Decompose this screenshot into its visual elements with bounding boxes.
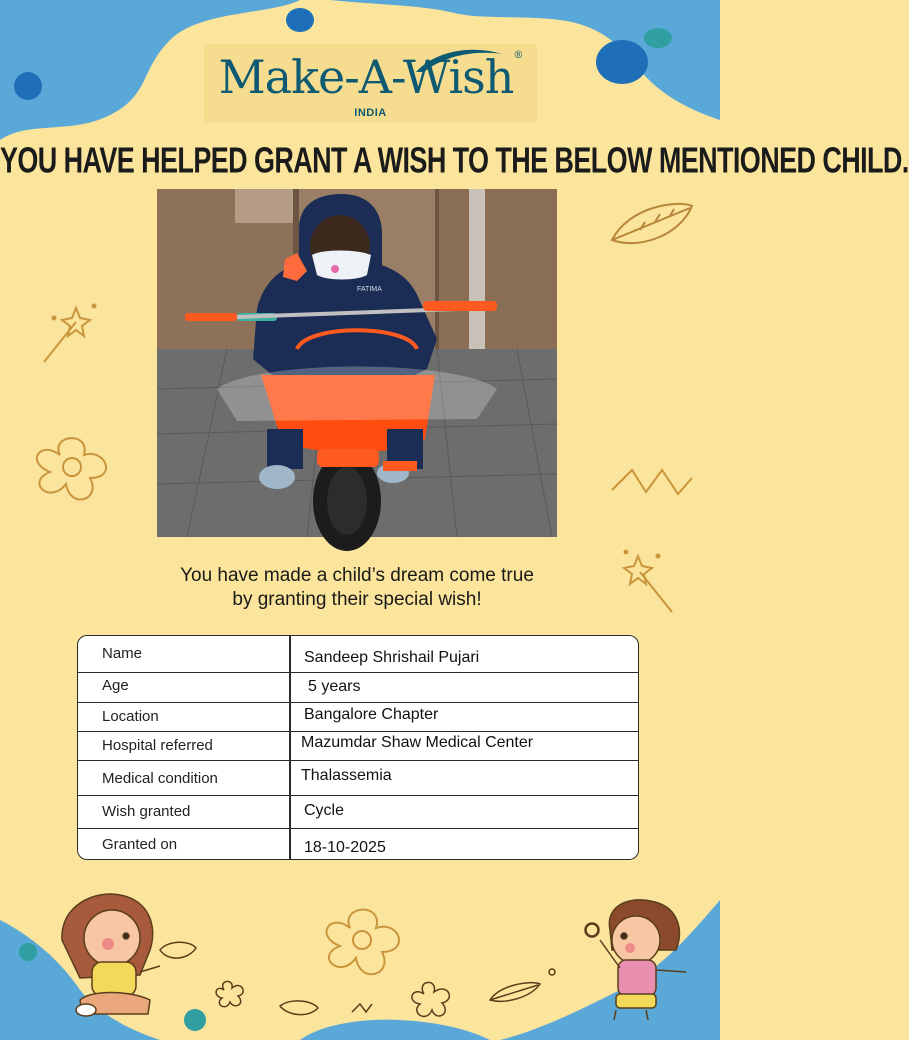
- row-label-hospital: Hospital referred: [102, 737, 213, 754]
- table-row: [78, 828, 638, 861]
- jacket-text: FATIMA: [357, 286, 382, 293]
- small-flower-icon: [216, 981, 243, 1006]
- leaf-icon-bottom: [160, 942, 540, 1014]
- row-value-name: Sandeep Shrishail Pujari: [304, 649, 480, 666]
- small-flower-icon-2: [412, 982, 449, 1016]
- row-value-granted-on: 18-10-2025: [304, 839, 386, 856]
- row-value-wish: Cycle: [304, 802, 345, 819]
- logo-wordmark: Make-A-Wish®: [218, 50, 523, 104]
- wish-details-table: [77, 635, 639, 860]
- table-row: [78, 702, 638, 731]
- row-label-granted-on: Granted on: [102, 836, 178, 853]
- top-left-dot: [14, 72, 42, 100]
- page-headline: YOU HAVE HELPED GRANT A WISH TO THE BELOW MENTIONED CHILD.: [0, 140, 909, 181]
- top-right-oval: [596, 40, 648, 84]
- flower-icon-bottom: [326, 910, 398, 975]
- table-row: [78, 760, 638, 795]
- leaf-icon: [612, 204, 692, 243]
- row-value-location: Bangalore Chapter: [304, 706, 439, 723]
- row-value-condition: Thalassemia: [301, 767, 392, 784]
- row-label-name: Name: [102, 645, 143, 662]
- table-row: [78, 636, 638, 672]
- zigzag-icon: [612, 470, 692, 494]
- logo-country: INDIA: [354, 107, 387, 119]
- tagline-line-1: You have made a child’s dream come true: [180, 565, 534, 586]
- row-value-hospital: Mazumdar Shaw Medical Center: [301, 734, 534, 751]
- row-value-age: 5 years: [308, 678, 361, 695]
- flower-icon: [37, 438, 106, 499]
- magic-wand-icon: [44, 305, 96, 363]
- top-right-teal-dot: [644, 28, 672, 48]
- top-dot: [286, 8, 314, 32]
- table-row: [78, 731, 638, 760]
- row-label-condition: Medical condition: [102, 770, 218, 787]
- tagline: [0, 564, 714, 612]
- row-label-age: Age: [102, 677, 129, 694]
- table-row: [78, 672, 638, 702]
- row-label-location: Location: [102, 708, 159, 725]
- table-row: [78, 795, 638, 828]
- make-a-wish-logo: [204, 44, 537, 123]
- row-label-wish: Wish granted: [102, 803, 191, 820]
- tagline-line-2: by granting their special wish!: [232, 589, 482, 610]
- child-photo: [157, 189, 557, 537]
